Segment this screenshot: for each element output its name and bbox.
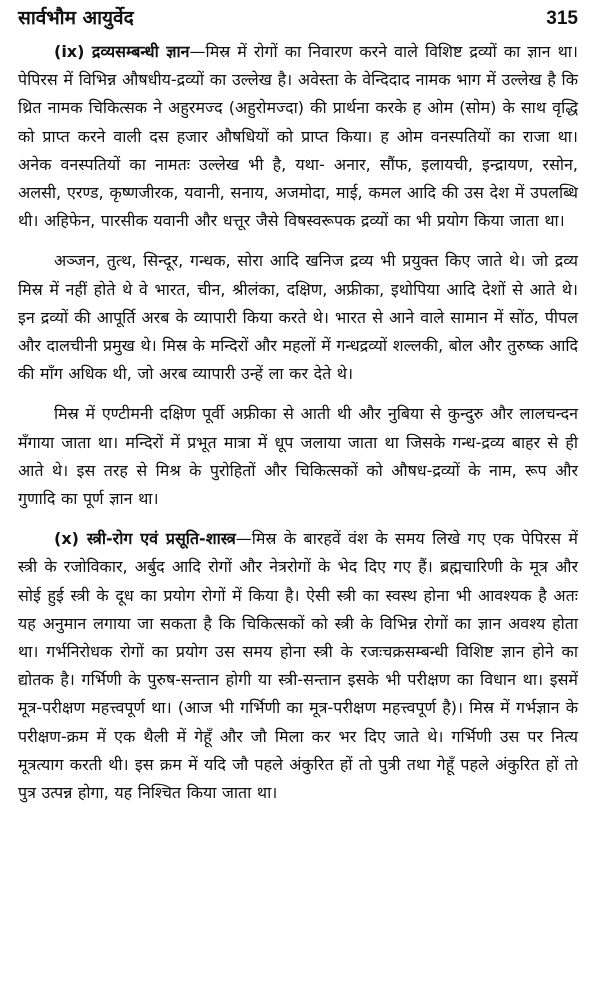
section-x-text: —मिस्र के बारहवें वंश के समय लिखे गए एक पेपिरस में स्त्री के रजोविकार, अर्बुद आदि रोगों और नेत्ररोगों के भेद दिए गए हैं। ब्रह्मचारिणी के मूत्र और सोई हुई स्त्री के दूध का प्रयोग रोगों में किया है। ऐसी स्त्री का स्वस्थ होना भी आवश्यक है अतः यह अनुमान लगाया जा सकता है कि चिकित्सकों को स्त्री के विभिन्न रोगों का ज्ञान अवश्य होता था। गर्भनिरोधक रोगों का प्रयोग उस समय होना स्त्री के रजःचक्रसम्बन्धी विशिष्ट ज्ञान होने का द्योतक है। गर्भिणी के पुरुष-सन्तान होगी या स्त्री-सन्तान इसके भी परीक्षण का विधान था। इसमें मूत्र-परीक्षण महत्त्वपूर्ण था। (आज भी गर्भिणी का मूत्र-परीक्षण महत्त्वपूर्ण है)। मिस्र में गर्भज्ञान के परीक्षण-क्रम में एक थैली में गेहूँ और जौ मिला कर भर दिए जाते थे। गर्भिणी उस पर नित्य मूत्रत्याग करती थी। इस क्रम में यदि जौ पहले अंकुरित हों तो पुत्री तथा गेहूँ पहले अंकुरित हों तो पुत्र उत्पन्न होगा, यह निश्चित किया जाता था। [18, 529, 578, 803]
page-header [18, 4, 578, 34]
page-number: 315 [546, 8, 578, 29]
section-x-paragraph [18, 525, 578, 807]
running-title: सार्वभौम आयुर्वेद [18, 7, 134, 29]
section-x-heading: (x) स्त्री-रोग एवं प्रसूति-शास्त्र [54, 529, 236, 549]
antimony-paragraph: मिस्र में एण्टीमनी दक्षिण पूर्वी अफ्रीका से आती थी और नुबिया से कुन्दुरु और लालचन्दन मँगाया जाता था। मन्दिरों में प्रभूत मात्रा में धूप जलाया जाता था जिसके गन्ध-द्रव्य बाहर से ही आते थे। इस तरह से मिश्र के पुरोहितों और चिकित्सकों को औषध-द्रव्यों के नाम, रूप और गुणादि का पूर्ण ज्ञान था। [18, 404, 578, 509]
section-ix-heading: (ix) द्रव्यसम्बन्धी ज्ञान [54, 42, 190, 61]
minerals-paragraph: अञ्जन, तुत्थ, सिन्दूर, गन्धक, सोरा आदि खनिज द्रव्य भी प्रयुक्त किए जाते थे। जो द्रव्य मिस्र में नहीं होते थे वे भारत, चीन, श्रीलंका, दक्षिण, अफ्रीका, इथोपिया आदि देशों से आते थे। इन द्रव्यों की आपूर्ति अरब के व्यापारी किया करते थे। भारत से आने वाले सामान में सोंठ, पीपल और दालचीनी प्रमुख थे। मिस्र के मन्दिरों और महलों में गन्धद्रव्यों शल्लकी, बोल और तुरुष्क आदि की माँग अधिक थी, जो अरब व्यापारी उन्हें ला कर देते थे। [18, 251, 578, 384]
section-ix-paragraph [18, 38, 578, 235]
section-ix-text: —मिस्र में रोगों का निवारण करने वाले विशिष्ट द्रव्यों का ज्ञान था। पेपिरस में विभिन्न औषधीय-द्रव्यों का उल्लेख है। अवेस्ता के वेन्दिदाद नामक भाग में उल्लेख है कि थ्रित नामक चिकित्सक ने अहुरमज्द (अहुरोमज्दा) की प्रार्थना करके ह ओम (सोम) के साथ वृद्धि को प्राप्त करने वाली दस हजार औषधियों को प्राप्त किया। ह ओम वनस्पतियों का राजा था। अनेक वनस्पतियों का नामतः उल्लेख भी है, यथा- अनार, सौंफ, इलायची, इन्द्रायण, रसोन, अलसी, एरण्ड, कृष्णजीरक, यवानी, सनाय, अजमोदा, माई, कमल आदि की उस देश में उपलब्धि थी। अहिफेन, पारसीक यवानी और धत्तूर जैसे विषस्वरूपक द्रव्यों का भी प्रयोग किया जाता था। [18, 42, 579, 231]
